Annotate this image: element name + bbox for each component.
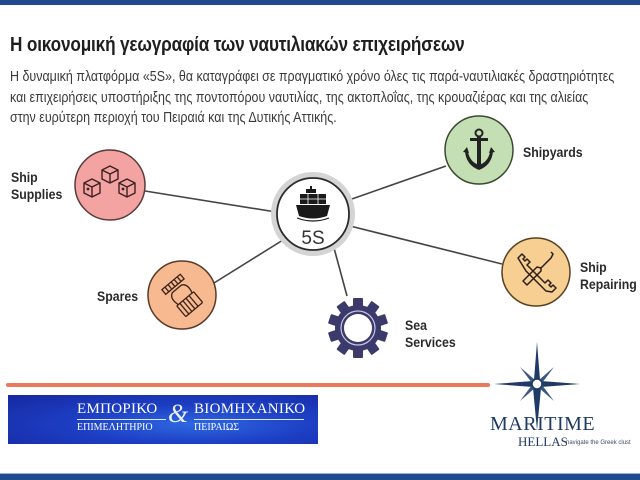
maritime-hellas-title: MARITIME: [490, 413, 596, 435]
node-sea-services[interactable]: [328, 298, 388, 358]
gear-icon: [328, 298, 388, 358]
chamber-of-commerce-banner[interactable]: [8, 395, 318, 444]
node-spares[interactable]: [148, 261, 216, 329]
label-line: Repairing: [580, 276, 637, 292]
page-title: Η οικονομική γεωγραφία των ναυτιλιακών επιχειρήσεων: [10, 34, 465, 56]
maritime-hellas-tagline: navigate the Greek clust: [566, 440, 631, 446]
label-sea-services: [405, 317, 456, 351]
maritime-hellas-subtitle: HELLAS: [518, 434, 568, 449]
label-line: Supplies: [11, 186, 63, 202]
label-line: Spares: [97, 288, 139, 304]
label-line: Services: [405, 334, 456, 350]
label-shipyards: [523, 144, 583, 161]
label-line: Sea: [405, 317, 427, 333]
chamber-underline-right: [194, 419, 304, 420]
chamber-line2-right: ΠΕΙΡΑΙΩΣ: [194, 422, 240, 433]
description-line: Η δυναμική πλατφόρμα «5S», θα καταγράφει σε πραγματικό χρόνο όλες τις παρά-ναυτιλιακές δραστηριότητες: [10, 69, 615, 85]
chamber-line1-right: ΒΙΟΜΗΧΑΝΙΚΟ: [194, 401, 306, 417]
description-line: στην ευρύτερη περιοχή του Πειραιά και της Δυτικής Αττικής.: [10, 110, 337, 126]
label-line: Ship: [580, 259, 607, 275]
chamber-line2-left: ΕΠΙΜΕΛΗΤΗΡΙΟ: [77, 422, 153, 433]
bottom-bar: [0, 473, 640, 480]
hub-5s[interactable]: [271, 172, 355, 256]
node-ship-supplies[interactable]: [75, 150, 145, 220]
orange-divider: [6, 383, 490, 387]
label-spares: [97, 288, 138, 305]
chamber-line1-left: ΕΜΠΟΡΙΚΟ: [77, 401, 158, 417]
chamber-underline-left: [77, 419, 166, 420]
label-ship-repairing: [580, 259, 637, 293]
label-line: Shipyards: [523, 144, 583, 160]
chamber-ampersand: &: [168, 399, 189, 428]
node-shipyards[interactable]: [445, 116, 513, 184]
hub-label: 5S: [301, 228, 325, 249]
label-line: Ship: [11, 169, 38, 185]
description-line: και επιχειρήσεις υποστήριξης της ποντοπόρου ναυτιλίας, της ακτοπλοΐας, της κρουαζιέρας και της αλιείας: [10, 89, 589, 106]
label-ship-supplies: [11, 169, 62, 203]
node-ship-repairing[interactable]: [502, 238, 570, 306]
